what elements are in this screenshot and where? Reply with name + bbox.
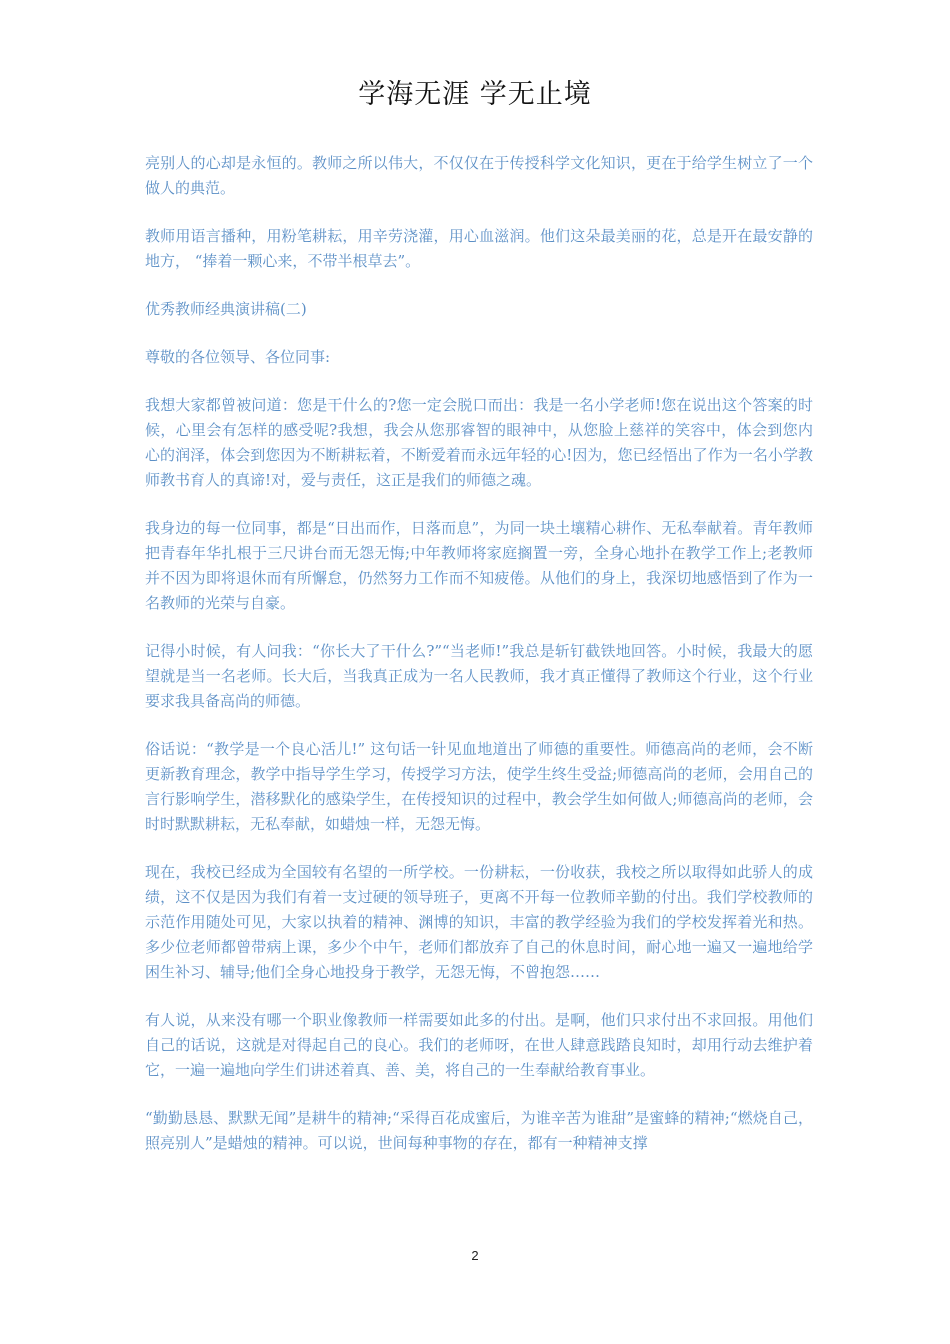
paragraph: 亮别人的心却是永恒的。教师之所以伟大，不仅仅在于传授科学文化知识，更在于给学生树立了一个做人的典范。	[145, 154, 813, 197]
paragraph: “勤勤恳恳、默默无闻”是耕牛的精神;“采得百花成蜜后，为谁辛苦为谁甜”是蜜蜂的精神;“燃烧自己，照亮别人”是蜡烛的精神。可以说，世间每种事物的存在，都有一种精神支撑	[145, 1109, 813, 1152]
page-number: 2	[471, 1248, 479, 1263]
paragraph: 我身边的每一位同事，都是“日出而作，日落而息”，为同一块土壤精心耕作、无私奉献着。青年教师把青春年华扎根于三尺讲台而无怨无悔;中年教师将家庭搁置一旁，全身心地扑在教学工作上;老教师并不因为即将退休而有所懈怠，仍然努力工作而不知疲倦。从他们的身上，我深切地感悟到了作为一名教师的光荣与自豪。	[145, 519, 813, 612]
paragraph: 教师用语言播种，用粉笔耕耘，用辛劳浇灌，用心血滋润。他们这朵最美丽的花，总是开在最安静的地方， “捧着一颗心来，不带半根草去”。	[145, 227, 813, 270]
paragraph: 俗话说：“教学是一个良心活儿!” 这句话一针见血地道出了师德的重要性。师德高尚的老师，会不断更新教育理念，教学中指导学生学习，传授学习方法，使学生终生受益;师德高尚的老师，会用自己的言行影响学生，潜移默化的感染学生，在传授知识的过程中，教会学生如何做人;师德高尚的老师，会时时默默耕耘，无私奉献，如蜡烛一样，无怨无悔。	[145, 740, 813, 833]
paragraph: 记得小时候，有人问我：“你长大了干什么?”“当老师!”我总是斩钉截铁地回答。小时候，我最大的愿望就是当一名老师。长大后，当我真正成为一名人民教师，我才真正懂得了教师这个行业，这个行业要求我具备高尚的师德。	[145, 642, 813, 710]
paragraph: 我想大家都曾被问道：您是干什么的?您一定会脱口而出：我是一名小学老师!您在说出这个答案的时候，心里会有怎样的感受呢?我想，我会从您那睿智的眼神中，从您脸上慈祥的笑容中，体会到您内心的润泽，体会到您因为不断耕耘着，不断爱着而永远年轻的心!因为，您已经悟出了作为一名小学教师教书育人的真谛!对，爱与责任，这正是我们的师德之魂。	[145, 396, 813, 489]
paragraph: 有人说，从来没有哪一个职业像教师一样需要如此多的付出。是啊，他们只求付出不求回报。用他们自己的话说，这就是对得起自己的良心。我们的老师呀，在世人肆意践踏良知时，却用行动去维护着它，一遍一遍地向学生们讲述着真、善、美，将自己的一生奉献给教育事业。	[145, 1011, 813, 1079]
section-title: 优秀教师经典演讲稿(二)	[145, 300, 307, 318]
page-header-title: 学海无涯 学无止境	[358, 79, 592, 110]
document-body	[145, 151, 813, 1179]
paragraph: 现在，我校已经成为全国较有名望的一所学校。一份耕耘，一份收获，我校之所以取得如此骄人的成绩，这不仅是因为我们有着一支过硬的领导班子，更离不开每一位教师辛勤的付出。我们学校教师的示范作用随处可见，大家以执着的精神、渊博的知识，丰富的教学经验为我们的学校发挥着光和热。多少位老师都曾带病上课，多少个中午，老师们都放弃了自己的休息时间，耐心地一遍又一遍地给学困生补习、辅导;他们全身心地投身于教学，无怨无悔，不曾抱怨……	[145, 863, 813, 981]
salutation: 尊敬的各位领导、各位同事:	[145, 348, 331, 366]
